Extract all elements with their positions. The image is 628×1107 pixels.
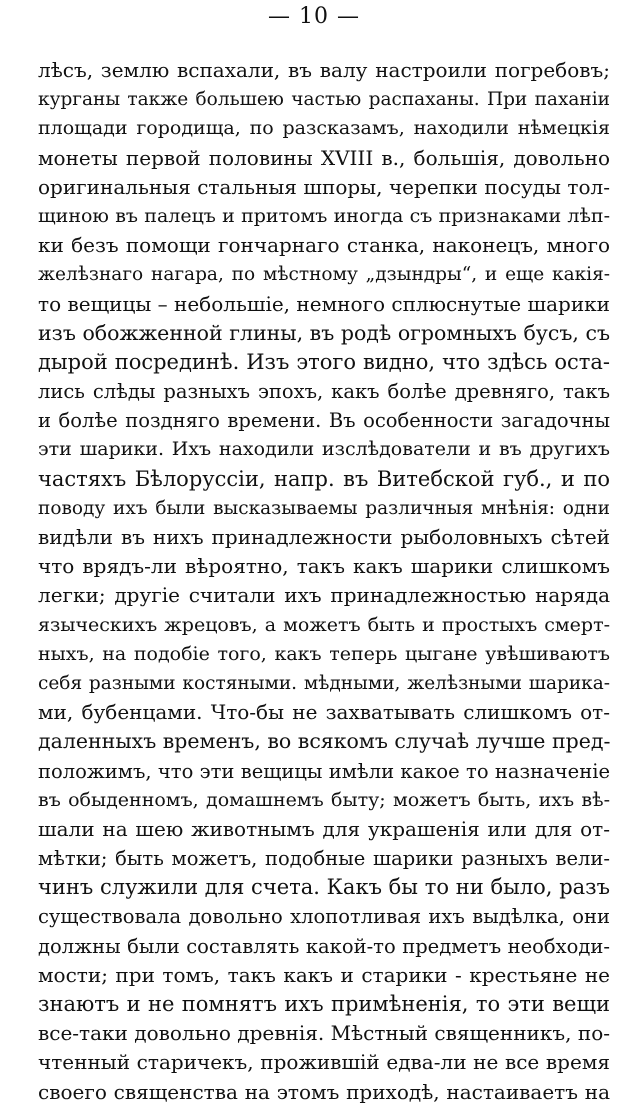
text-line: площади городища, по разсказамъ, находили нѣмецкія	[38, 117, 610, 140]
text-line: частяхъ Бѣлоруссіи, напр. въ Витебской губ., и по	[38, 466, 610, 491]
page-number: — 10 —	[268, 4, 360, 29]
text-line: ки безъ помощи гончарнаго станка, наконецъ, много	[38, 233, 610, 258]
text-line: своего священства на этомъ приходѣ, настаиваетъ на	[38, 1079, 610, 1104]
text-line: шали на шею животнымъ для украшенія или для от-	[38, 816, 610, 841]
text-line: дырой посрединѣ. Изъ этого видно, что здѣсь оста-	[38, 349, 610, 374]
text-line: лись слѣды разныхъ эпохъ, какъ болѣе древняго, такъ	[38, 380, 610, 404]
text-line: ми, бубенцами. Что-бы не захватывать слишкомъ от-	[38, 700, 610, 725]
text-line: оригинальныя стальныя шпоры, черепки посуды тол-	[38, 174, 610, 199]
text-line: и болѣе поздняго времени. Въ особенности загадочны	[38, 409, 610, 433]
text-line: существовала довольно хлопотливая ихъ выдѣлка, они	[38, 905, 610, 929]
text-line: чинъ служили для счета. Какъ бы то ни было, разъ	[38, 875, 610, 900]
text-line: поводу ихъ были высказываемы различныя мнѣнія: одни	[38, 497, 610, 519]
body-text	[38, 56, 610, 1107]
text-line: въ обыденномъ, домашнемъ быту; можетъ быть, ихъ вѣ-	[38, 788, 610, 811]
text-line: все-таки довольно древнія. Мѣстный священникъ, по-	[38, 1021, 610, 1046]
text-line: лѣсъ, землю вспахали, въ валу настроили погребовъ;	[38, 58, 610, 82]
text-line: легки; другіе считали ихъ принадлежностью наряда	[38, 583, 610, 608]
text-line: положимъ, что эти вещицы имѣли какое то назначеніе	[38, 759, 610, 783]
text-line: чтенный старичекъ, прожившій едва-ли не все время	[38, 1050, 610, 1075]
text-line: то вещицы – небольшіе, немного сплюснутые шарики	[38, 291, 610, 316]
text-line: монеты первой половины XVIII в., большія, довольно	[38, 145, 610, 170]
text-line: курганы также большею частью распаханы. При паханіи	[38, 89, 610, 111]
text-line: себя разными костяными. мѣдными, желѣзными шарика-	[38, 672, 610, 694]
text-line: мѣтки; быть можетъ, подобные шарики разныхъ вели-	[38, 847, 610, 871]
text-line: видѣли въ нихъ принадлежности рыболовныхъ сѣтей	[38, 525, 610, 549]
text-line: языческихъ жрецовъ, а можетъ быть и простыхъ смерт-	[38, 613, 610, 636]
text-line: ныхъ, на подобіе того, какъ теперь цыгане увѣшиваютъ	[38, 642, 610, 665]
text-line: щиною въ палецъ и притомъ иногда съ признаками лѣп-	[38, 204, 610, 227]
text-line: должны были составлять какой-то предметъ необходи-	[38, 934, 610, 958]
text-line: желѣзнаго нагара, по мѣстному „дзындры“, и еще какія-	[38, 264, 610, 286]
text-line: изъ обожженной глины, въ родѣ огромныхъ бусъ, съ	[38, 320, 610, 345]
text-line: даленныхъ временъ, во всякомъ случаѣ лучше пред-	[38, 729, 610, 754]
text-line: знаютъ и не помнятъ ихъ примѣненія, то эти вещи	[38, 992, 610, 1016]
text-line: что врядъ-ли вѣроятно, такъ какъ шарики слишкомъ	[38, 554, 610, 579]
text-line: мости; при томъ, такъ какъ и старики - крестьяне не	[38, 962, 610, 987]
text-line: эти шарики. Ихъ находили изслѣдователи и въ другихъ	[38, 438, 610, 461]
